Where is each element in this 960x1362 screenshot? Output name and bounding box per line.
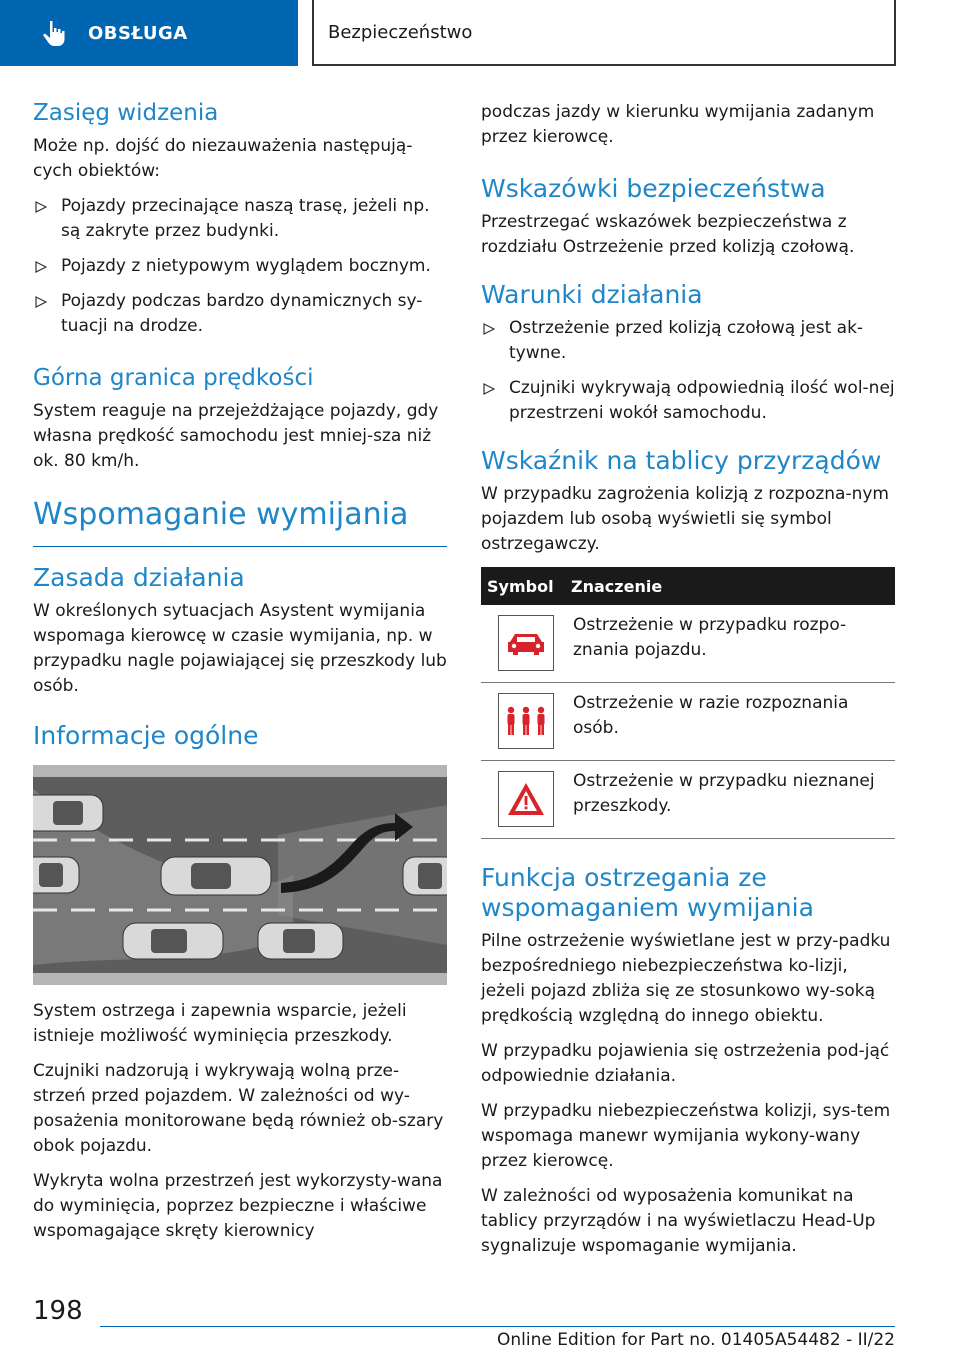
- triangle-bullet-icon: [483, 323, 495, 335]
- funkcja-paragraph: Pilne ostrzeżenie wyświetlane jest w przy-padku bezpośredniego niebezpieczeństwa ko-lizji, jeżeli pojazd zbliża się ze stosunkowo wy-soką prędkością względną do innego obiektu.: [481, 931, 891, 1026]
- info-paragraph: Czujniki nadzorują i wykrywają wolną prze-strzeń przed pojazdem. W zależności od wy-posażenia monitorowane będą również ob-szary obok pojazdu.: [33, 1061, 444, 1156]
- right-column: [481, 100, 895, 1269]
- header-title-box: [312, 0, 896, 66]
- list-item-text: Pojazdy przecinające naszą trasę, jeżeli np. są zakryte przez budynki.: [61, 196, 430, 241]
- heading-warunki: Warunki działania: [481, 280, 703, 309]
- table-row: [481, 683, 895, 761]
- car-shape: [33, 857, 79, 893]
- heading-zasada: Zasada działania: [33, 563, 245, 592]
- list-item: [33, 289, 447, 339]
- triangle-bullet-icon: [483, 383, 495, 395]
- triangle-bullet-icon: [35, 296, 47, 308]
- column-header-meaning: Znaczenie: [571, 576, 663, 596]
- main-heading: Wspomaganie wymijania: [33, 496, 447, 547]
- heading-wskaznik: Wskaźnik na tablicy przyrządów: [481, 446, 882, 475]
- funkcja-paragraph: W przypadku niebezpieczeństwa kolizji, sys-tem wspomaga manewr wymijania wykony-wany przez kierowcę.: [481, 1101, 891, 1171]
- header-section-tab: [0, 0, 298, 66]
- list-item-text: Ostrzeżenie przed kolizją czołową jest ak-tywne.: [509, 318, 864, 363]
- zasieg-intro: Może np. dojść do niezauważenia następują-cych obiektów:: [33, 136, 413, 181]
- funkcja-paragraph: W przypadku pojawienia się ostrzeżenia pod-jąć odpowiednie działania.: [481, 1041, 890, 1086]
- page-number: 198: [33, 1296, 83, 1326]
- table-cell-meaning: Ostrzeżenie w razie rozpoznania osób.: [573, 693, 849, 738]
- heading-funkcja: Funkcja ostrzegania ze wspomaganiem wymijania: [481, 863, 814, 922]
- table-cell-meaning: Ostrzeżenie w przypadku nieznanej przeszkody.: [573, 771, 875, 816]
- heading-wskazowki: Wskazówki bezpieczeństwa: [481, 174, 826, 203]
- list-item: [33, 194, 447, 244]
- car-shape: [33, 795, 103, 831]
- wskazowki-text: Przestrzegać wskazówek bezpieczeństwa z rozdziału Ostrzeżenie przed kolizją czołową.: [481, 212, 855, 257]
- symbol-table: [481, 567, 895, 839]
- column-header-symbol: Symbol: [487, 576, 554, 596]
- car-warning-icon: [498, 615, 554, 671]
- gorna-granica-text: System reaguje na przejeżdżające pojazdy, gdy własna prędkość samochodu jest mniej-sza niż ok. 80 km/h.: [33, 401, 439, 471]
- hand-pointer-icon: [30, 9, 78, 57]
- car-shape: [403, 857, 447, 895]
- zasada-text: W określonych sytuacjach Asystent wymijania wspomaga kierowcę w czasie wymijania, np. w przypadku nagle pojawiającej się przeszkody lub osób.: [33, 601, 447, 696]
- heading-zasieg: Zasięg widzenia: [33, 100, 219, 126]
- list-item-text: Pojazdy z nietypowym wyglądem bocznym.: [61, 256, 431, 276]
- header-title: Bezpieczeństwo: [328, 21, 473, 43]
- footer-edition: Online Edition for Part no. 01405A54482 - II/22: [496, 1330, 895, 1350]
- header-section-label: OBSŁUGA: [88, 22, 188, 44]
- list-item-text: Pojazdy podczas bardzo dynamicznych sy-tuacji na drodze.: [61, 291, 423, 336]
- list-item-text: Czujniki wykrywają odpowiednią ilość wol-nej przestrzeni wokół samochodu.: [509, 378, 895, 423]
- table-header: [481, 567, 895, 605]
- funkcja-paragraph: W zależności od wyposażenia komunikat na tablicy przyrządów i na wyświetlaczu Head-Up sygnalizuje wspomaganie wymijania.: [481, 1186, 876, 1256]
- triangle-warning-icon: [498, 771, 554, 827]
- info-paragraph: Wykryta wolna przestrzeń jest wykorzysty-wana do wyminięcia, poprzez bezpieczne i właściwe wspomagające skręty kierownicy: [33, 1171, 443, 1241]
- continued-text: podczas jazdy w kierunku wymijania zadanym przez kierowcę.: [481, 102, 875, 147]
- evasion-illustration: [33, 765, 447, 985]
- list-item: [33, 254, 447, 279]
- table-row: [481, 761, 895, 839]
- info-paragraph: System ostrzega i zapewnia wsparcie, jeżeli istnieje możliwość wyminięcia przeszkody.: [33, 1001, 407, 1046]
- table-cell-meaning: Ostrzeżenie w przypadku rozpo-znania pojazdu.: [573, 615, 847, 660]
- heading-informacje: Informacje ogólne: [33, 721, 259, 750]
- car-shape: [161, 857, 271, 895]
- list-item: [481, 316, 895, 366]
- list-item: [481, 376, 895, 426]
- triangle-bullet-icon: [35, 261, 47, 273]
- left-column: [33, 94, 447, 1254]
- heading-gorna-granica: Górna granica prędkości: [33, 365, 314, 391]
- footer-divider: [100, 1326, 895, 1327]
- table-row: [481, 605, 895, 683]
- pedestrians-warning-icon: [498, 693, 554, 749]
- car-shape: [123, 923, 223, 959]
- wskaznik-text: W przypadku zagrożenia kolizją z rozpozna-nym pojazdem lub osobą wyświetli się symbol ostrzegawczy.: [481, 484, 889, 554]
- car-shape: [258, 923, 343, 959]
- triangle-bullet-icon: [35, 201, 47, 213]
